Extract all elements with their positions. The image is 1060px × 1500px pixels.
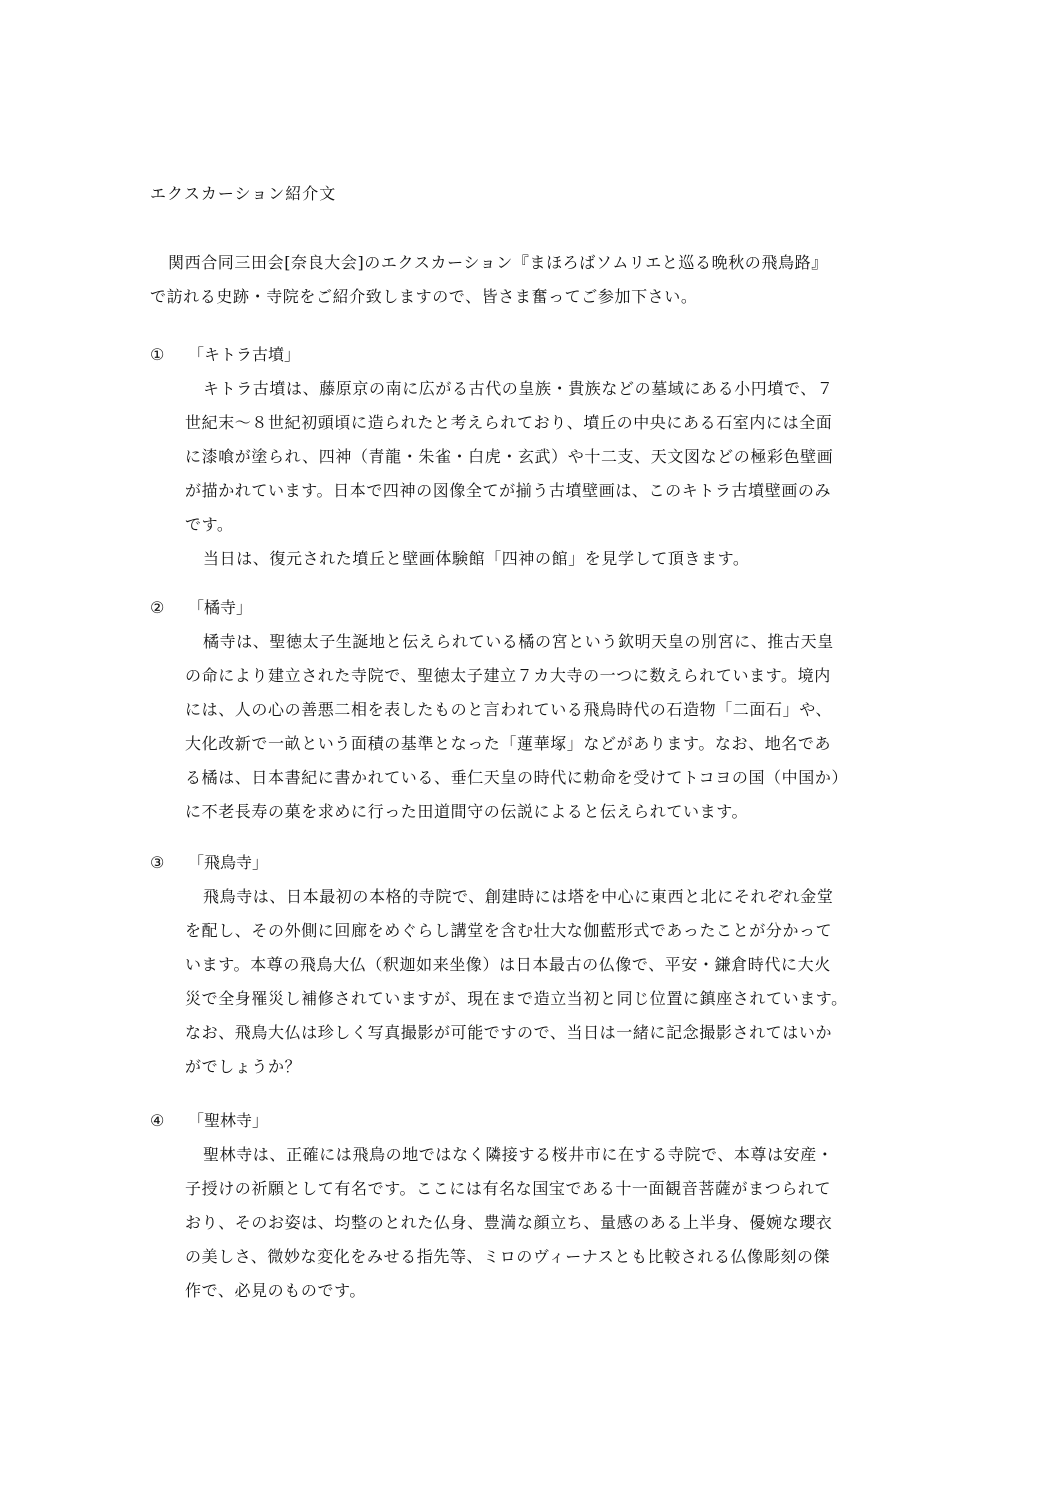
section-number: ③: [150, 853, 165, 872]
body-line: 大化改新で一畝という面積の基準となった「蓮華塚」などがあります。なお、地名であ: [185, 734, 832, 753]
body-line: 聖林寺は、正確には飛鳥の地ではなく隣接する桜井市に在する寺院で、本尊は安産・: [203, 1145, 834, 1164]
body-line: に不老長寿の菓を求めに行った田道間守の伝説によると伝えられています。: [185, 802, 749, 821]
body-line: 当日は、復元された墳丘と壁画体験館「四神の館」を見学して頂きます。: [203, 549, 750, 568]
body-line: の美しさ、微妙な変化をみせる指先等、ミロのヴィーナスとも比較される仏像彫刻の傑: [185, 1247, 831, 1266]
body-line: に漆喰が塗られ、四神（青龍・朱雀・白虎・玄武）や十二支、天文図などの極彩色壁画: [185, 447, 834, 466]
section-kitora-kofun: [150, 338, 930, 576]
section-shorin-ji: [150, 1104, 930, 1308]
section-tachibana-dera: [150, 591, 930, 829]
section-title: 「飛鳥寺」: [188, 853, 269, 872]
body-line: なお、飛鳥大仏は珍しく写真撮影が可能ですので、当日は一緒に記念撮影されてはいか: [185, 1023, 833, 1042]
body-line: 橘寺は、聖徳太子生誕地と伝えられている橘の宮という欽明天皇の別宮に、推古天皇: [203, 632, 834, 651]
body-line: おり、そのお姿は、均整のとれた仏身、豊満な顔立ち、量感のある上半身、優婉な瓔衣: [185, 1213, 833, 1232]
intro-paragraph: [150, 246, 920, 314]
body-line: が描かれています。日本で四神の図像全てが揃う古墳壁画は、このキトラ古墳壁画のみ: [185, 481, 832, 500]
body-line: 世紀末～８世紀初頭頃に造られたと考えられており、墳丘の中央にある石室内には全面: [185, 413, 833, 432]
body-line: います。本尊の飛鳥大仏（釈迦如来坐像）は日本最古の仏像で、平安・鎌倉時代に大火: [185, 955, 831, 974]
body-line: 災で全身罹災し補修されていますが、現在まで造立当初と同じ位置に鎮座されています。: [185, 989, 848, 1008]
body-line: キトラ古墳は、藤原京の南に広がる古代の皇族・貴族などの墓域にある小円墳で、７: [203, 379, 834, 398]
section-body: [185, 372, 930, 576]
section-asuka-dera: [150, 846, 930, 1084]
section-heading: [150, 846, 930, 880]
section-heading: [150, 1104, 930, 1138]
body-line: る橘は、日本書紀に書かれている、垂仁天皇の時代に勅命を受けてトコヨの国（中国か）: [185, 768, 849, 787]
section-body: [185, 625, 930, 829]
section-body: [185, 1138, 930, 1308]
body-line: がでしょうか？: [185, 1057, 302, 1076]
intro-line: で訪れる史跡・寺院をご紹介致しますので、皆さま奮ってご参加下さい。: [150, 287, 698, 306]
section-number: ④: [150, 1111, 165, 1130]
body-line: 作で、必見のものです。: [185, 1281, 367, 1300]
section-number: ②: [150, 598, 165, 617]
body-line: の命により建立された寺院で、聖徳太子建立７カ大寺の一つに数えられています。境内: [185, 666, 831, 685]
body-line: 子授けの祈願として有名です。ここには有名な国宝である十一面観音菩薩がまつられて: [185, 1179, 832, 1198]
section-title: 「橘寺」: [188, 598, 253, 617]
section-title: 「聖林寺」: [188, 1111, 269, 1130]
intro-line: 関西合同三田会[奈良大会]のエクスカーション『まほろばソムリエと巡る晩秋の飛鳥路』: [168, 253, 828, 272]
section-number: ①: [150, 345, 165, 364]
section-title: 「キトラ古墳」: [188, 345, 301, 364]
body-line: です。: [185, 515, 234, 534]
body-line: を配し、その外側に回廊をめぐらし講堂を含む壮大な伽藍形式であったことが分かって: [185, 921, 833, 940]
body-line: には、人の心の善悪二相を表したものと言われている飛鳥時代の石造物「二面石」や、: [185, 700, 833, 719]
section-heading: [150, 338, 930, 372]
section-heading: [150, 591, 930, 625]
section-body: [185, 880, 930, 1084]
page-title: エクスカーション紹介文: [150, 184, 337, 203]
body-line: 飛鳥寺は、日本最初の本格的寺院で、創建時には塔を中心に東西と北にそれぞれ金堂: [203, 887, 834, 906]
